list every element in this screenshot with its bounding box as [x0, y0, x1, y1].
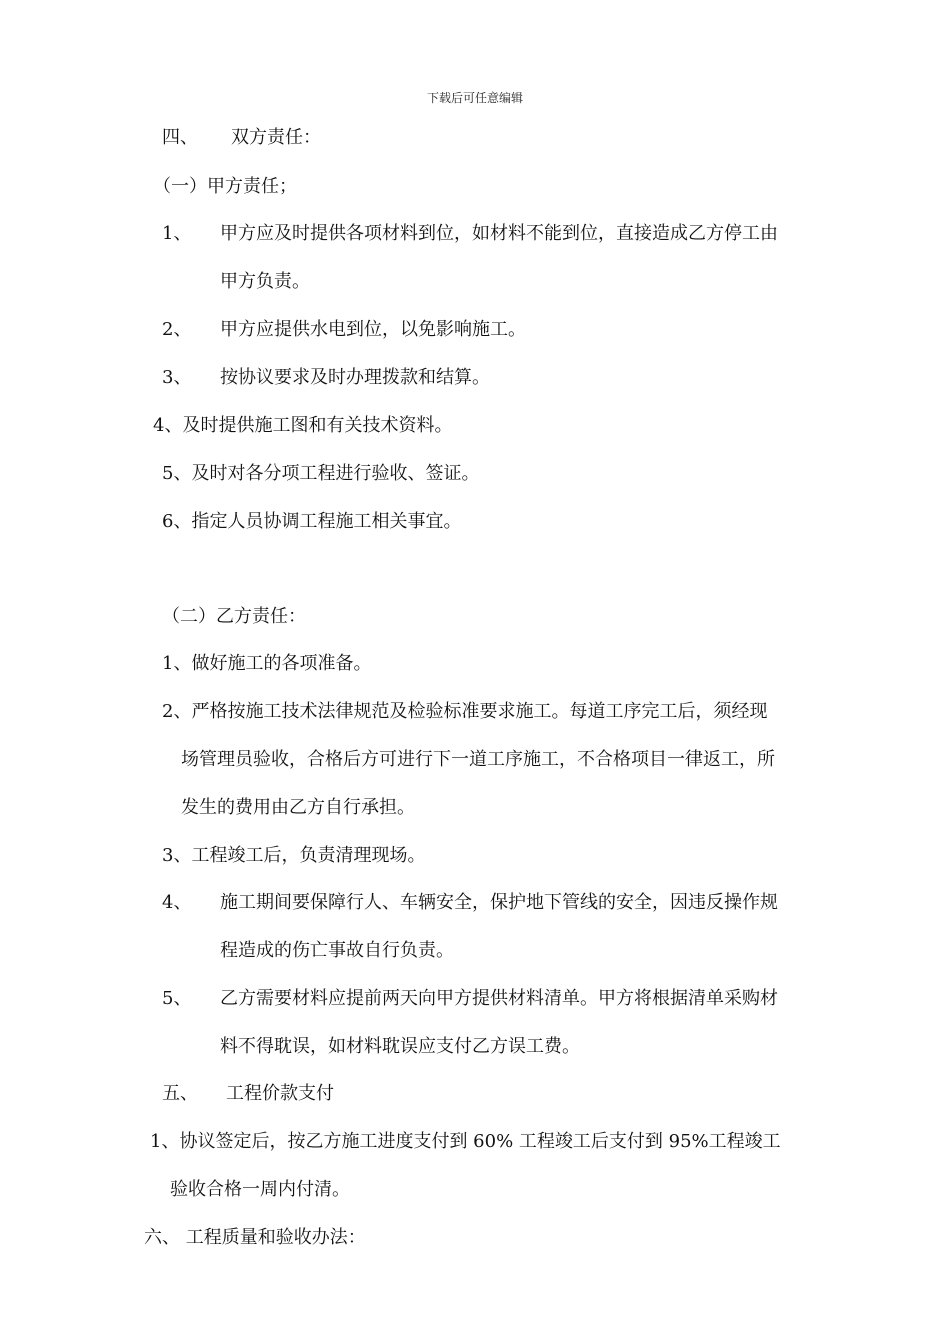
party-b-item-4-line-1: 施工期间要保障行人、车辆安全，保护地下管线的安全，因违反操作规: [220, 892, 778, 913]
party-b-item-2-line-1: 2、严格按施工技术法律规范及检验标准要求施工。每道工序完工后，须经现: [162, 701, 768, 722]
page-header: 下载后可任意编辑: [426, 91, 523, 105]
party-a-item-2-number: 2、: [162, 319, 192, 340]
party-b-item-2-line-2: 场管理员验收，合格后方可进行下一道工序施工，不合格项目一律返工，所: [181, 749, 775, 770]
party-a-item-1-number: 1、: [162, 223, 192, 244]
section-6-title: 六、 工程质量和验收办法：: [144, 1227, 366, 1248]
party-a-item-2-line-1: 甲方应提供水电到位，以免影响施工。: [220, 319, 526, 340]
party-a-item-3-number: 3、: [162, 367, 192, 388]
party-b-item-2-line-3: 发生的费用由乙方自行承担。: [181, 797, 415, 818]
party-b-item-4-number: 4、: [162, 892, 192, 913]
payment-item-1-line-1: 1、协议签定后，按乙方施工进度支付到 60% 工程竣工后支付到 95%工程竣工: [150, 1131, 781, 1152]
payment-item-1-line-2: 验收合格一周内付清。: [170, 1179, 350, 1200]
party-b-item-1: 1、做好施工的各项准备。: [162, 653, 372, 674]
party-a-item-4: 4、及时提供施工图和有关技术资料。: [153, 415, 453, 436]
party-b-item-5-line-1: 乙方需要材料应提前两天向甲方提供材料清单。甲方将根据清单采购材: [220, 988, 778, 1009]
party-a-item-3-line-1: 按协议要求及时办理拨款和结算。: [220, 367, 490, 388]
section-5-title: 工程价款支付: [226, 1083, 334, 1104]
section-4-title: 双方责任：: [231, 127, 321, 148]
party-b-item-4-line-2: 程造成的伤亡事故自行负责。: [220, 940, 454, 961]
party-a-item-1-line-2: 甲方负责。: [220, 271, 310, 292]
party-b-item-3: 3、工程竣工后，负责清理现场。: [162, 845, 426, 866]
party-b-item-5-line-2: 料不得耽误，如材料耽误应支付乙方误工费。: [220, 1036, 580, 1057]
party-b-heading: （二）乙方责任：: [162, 606, 306, 627]
section-4-number: 四、: [162, 127, 198, 148]
section-5-number: 五、: [162, 1083, 198, 1104]
party-a-item-1-line-1: 甲方应及时提供各项材料到位，如材料不能到位，直接造成乙方停工由: [220, 223, 778, 244]
party-a-heading: （一）甲方责任；: [153, 176, 297, 197]
party-b-item-5-number: 5、: [162, 988, 192, 1009]
party-a-item-6: 6、指定人员协调工程施工相关事宜。: [162, 511, 462, 532]
party-a-item-5: 5、及时对各分项工程进行验收、签证。: [162, 463, 480, 484]
